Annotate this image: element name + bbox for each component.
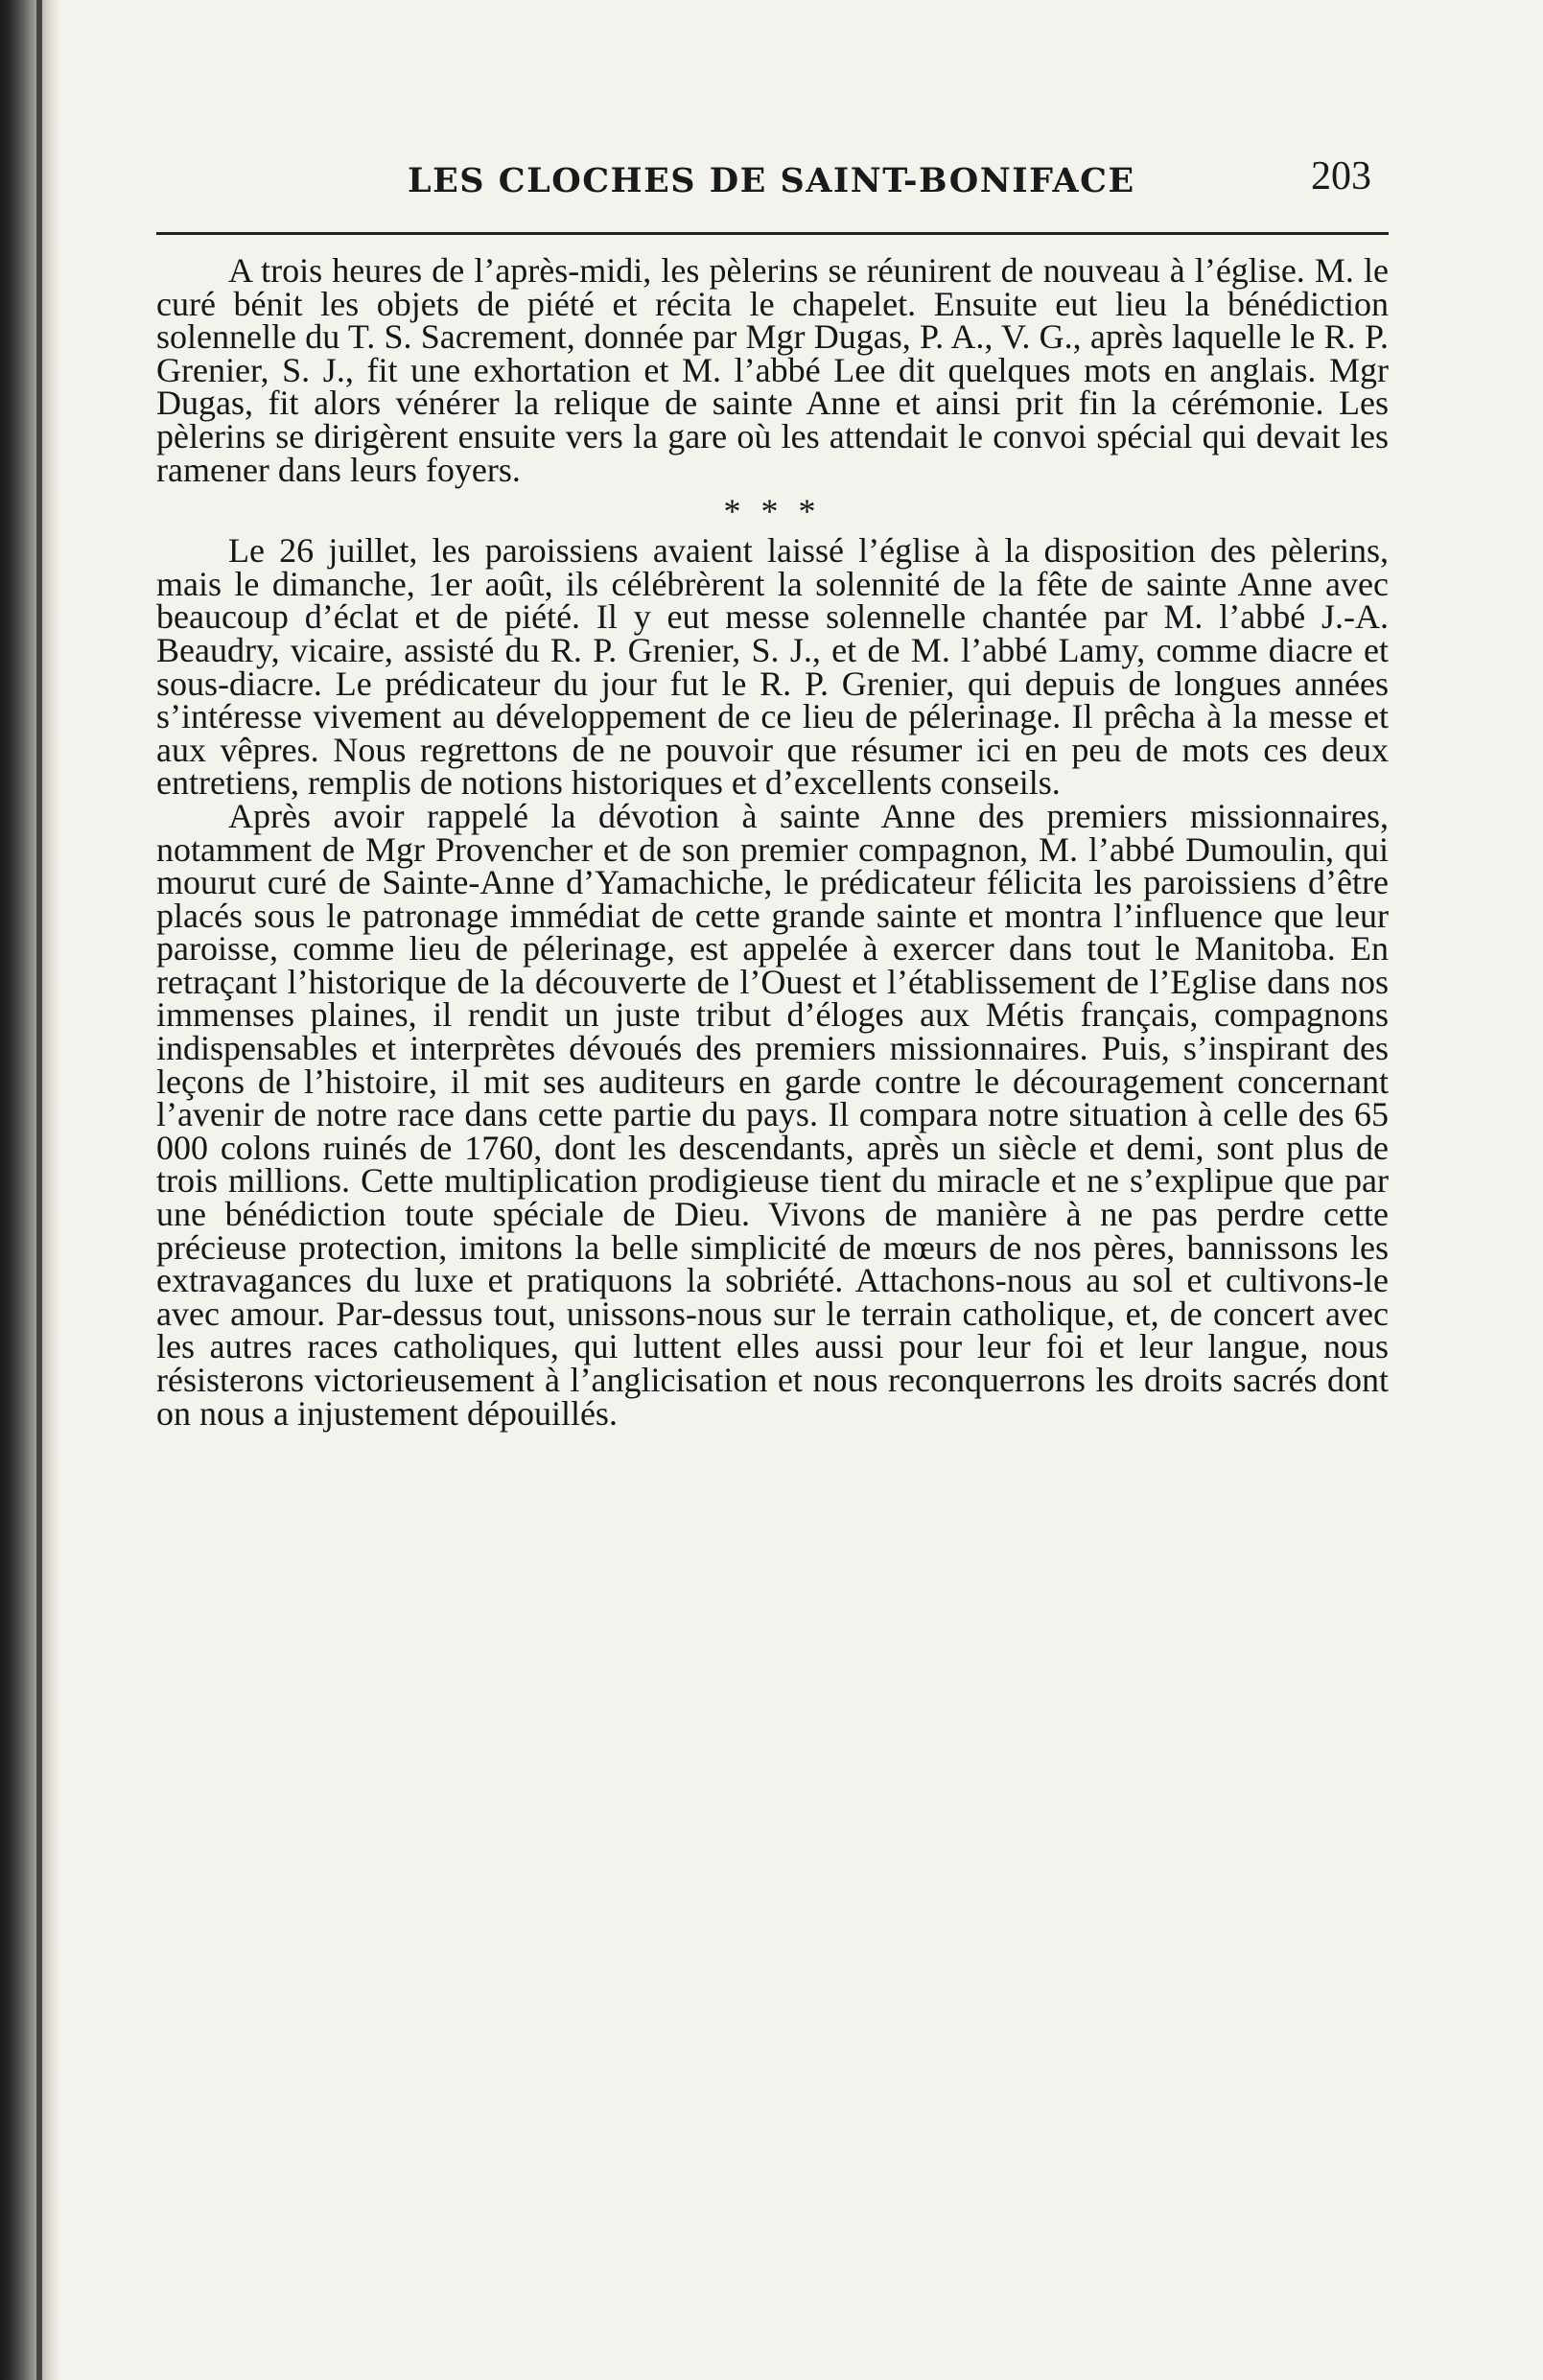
header-rule bbox=[156, 232, 1389, 235]
body-text bbox=[156, 251, 1389, 1433]
page-binding-line bbox=[36, 0, 42, 2380]
paragraph-2: Le 26 juillet, les paroissiens avaient laissé l’église à la disposition des pèlerins, mais le dimanche, 1er août, ils célébrèrent la solennité de la fête de sainte Anne avec beaucoup d’éclat et de piété. Il y eut messe solennelle chantée par M. l’abbé J.-A. Beaudry, vicaire, assisté du R. P. Grenier, S. J., et de M. l’abbé Lamy, comme diacre et sous-diacre. Le prédicateur du jour fut le R. P. Grenier, qui depuis de longues années s’intéresse vivement au développement de ce lieu de pélerinage. Il prêcha à la messe et aux vêpres. Nous regrettons de ne pouvoir que résumer ici en peu de mots ces deux entretiens, remplis de notions historiques et d’excellents conseils. bbox=[156, 531, 1389, 803]
page-binding-shadow bbox=[0, 0, 59, 2380]
page-header bbox=[153, 153, 1391, 211]
section-separator: * * * bbox=[723, 492, 822, 531]
running-title: LES CLOCHES DE SAINT-BONIFACE bbox=[408, 161, 1135, 200]
page-number: 203 bbox=[1311, 154, 1371, 198]
paragraph-3: Après avoir rappelé la dévotion à sainte Anne des premiers missionnaires, notamment de Mgr Provencher et de son premier compagnon, M. l’abbé Dumoulin, qui mourut curé de Sainte-Anne d’Yamachiche, le prédicateur félicita les paroissiens d’être placés sous le patronage immédiat de cette grande sainte et montra l’influence que leur paroisse, comme lieu de pélerinage, est appelée à exercer dans tout le Manitoba. En retraçant l’historique de la découverte de l’Ouest et l’établissement de l’Eglise dans nos immenses plaines, il rendit un juste tribut d’éloges aux Métis français, compagnons indispensables et interprètes dévoués des premiers missionnaires. Puis, s’inspirant des leçons de l’histoire, il mit ses auditeurs en garde contre le découragement concernant l’avenir de notre race dans cette partie du pays. Il compara notre situation à celle des 65 000 colons ruinés de 1760, dont les descendants, après un siècle et demi, sont plus de trois millions. Cette multiplication prodigieuse tient du miracle et ne s’explipue que par une bénédiction toute spéciale de Dieu. Vivons de manière à ne pas perdre cette précieuse protection, imitons la belle simplicité de mœurs de nos pères, bannissons les extravagances du luxe et pratiquons la sobriété. Attachons-nous au sol et cultivons-le avec amour. Par-dessus tout, unissons-nous sur le terrain catholique, et, de concert avec les autres races catholiques, qui luttent elles aussi pour leur foi et leur langue, nous résisterons victorieusement à l’anglicisation et nous reconquerrons les droits sacrés dont on nous a injustement dépouillés. bbox=[156, 796, 1389, 1433]
paragraph-1: A trois heures de l’après-midi, les pèlerins se réunirent de nouveau à l’église. M. le curé bénit les objets de piété et récita le chapelet. Ensuite eut lieu la bénédiction solennelle du T. S. Sacrement, donnée par Mgr Dugas, P. A., V. G., après laquelle le R. P. Grenier, S. J., fit une exhortation et M. l’abbé Lee dit quelques mots en anglais. Mgr Dugas, fit alors vénérer la relique de sainte Anne et ainsi prit fin la cérémonie. Les pèlerins se dirigèrent ensuite vers la gare où les attendait le convoi spécial qui devait les ramener dans leurs foyers. bbox=[156, 251, 1389, 489]
